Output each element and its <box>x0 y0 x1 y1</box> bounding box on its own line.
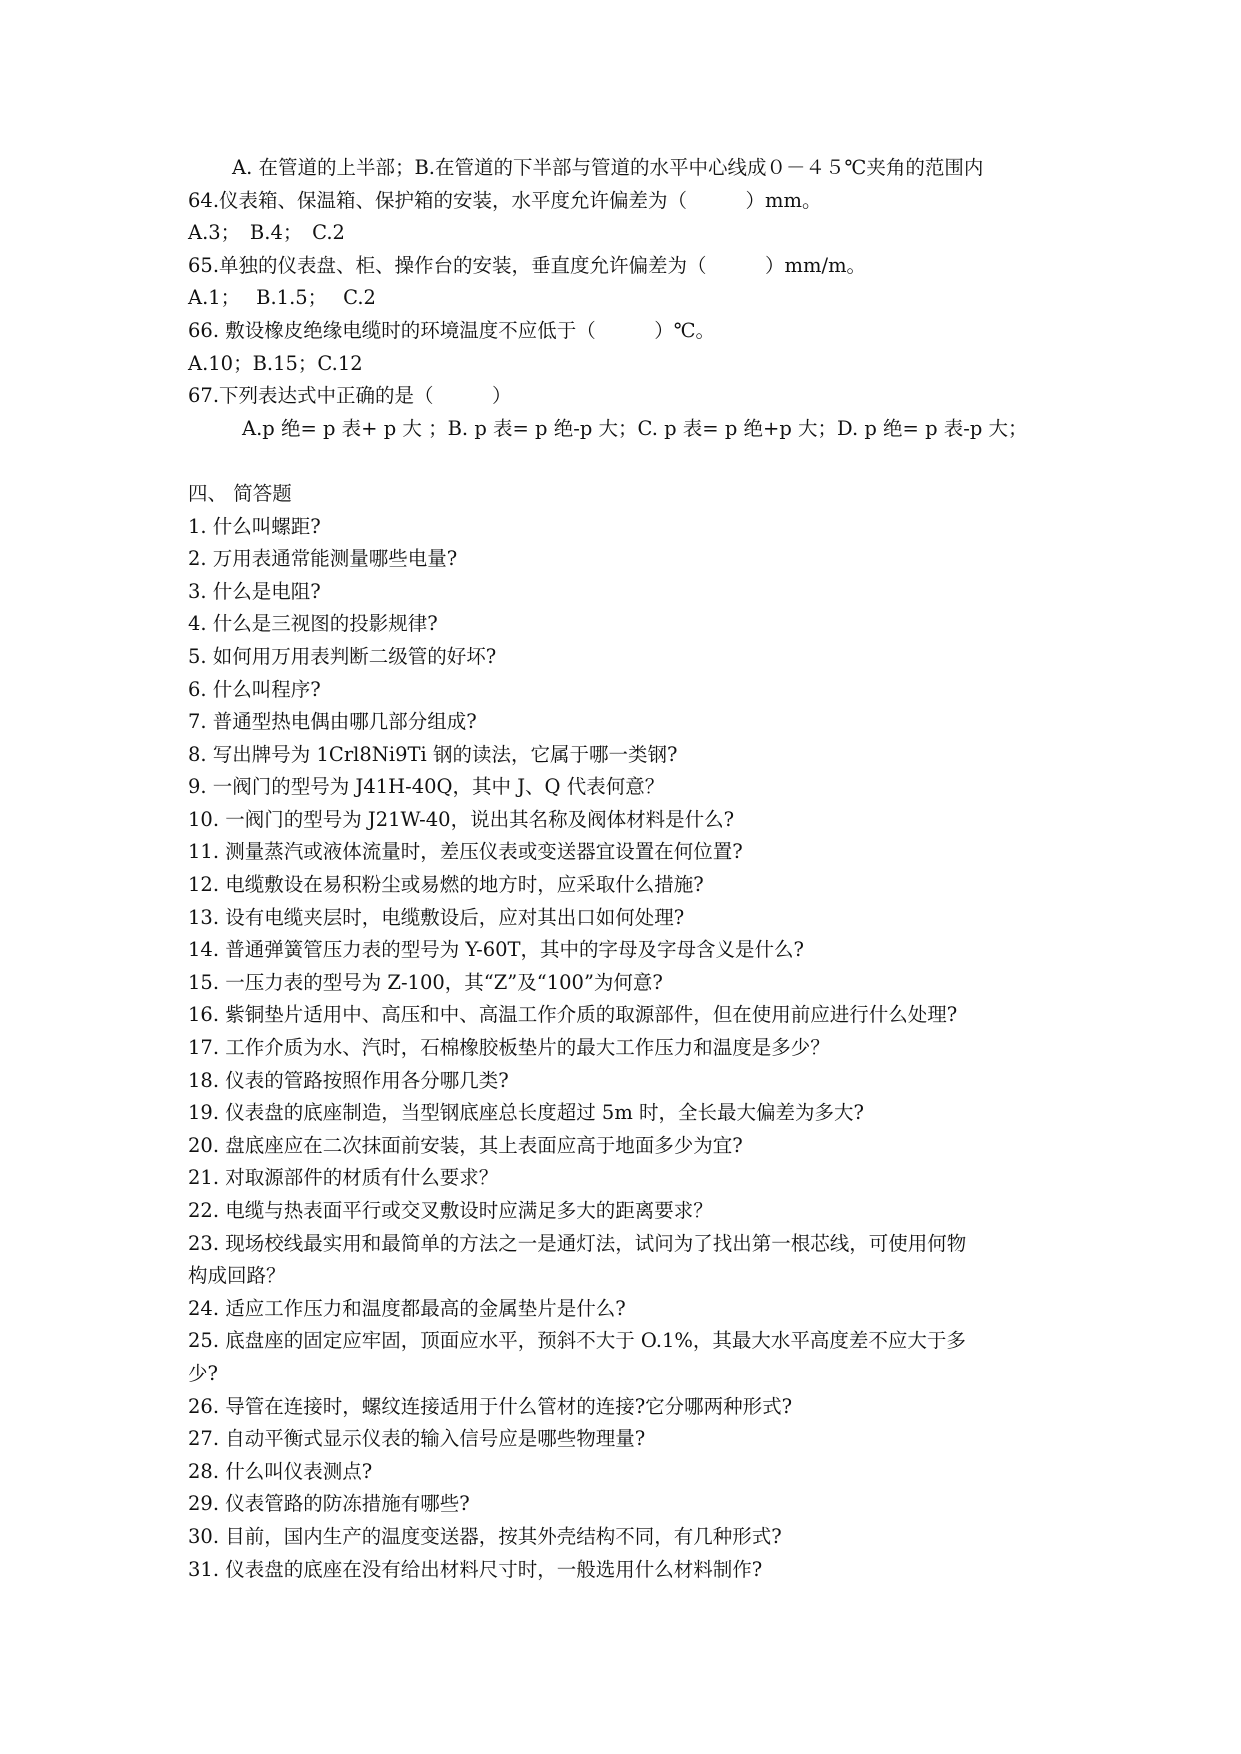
short-answer-list <box>188 511 1068 1587</box>
question-64: 64.仪表箱、保温箱、保护箱的安装，水平度允许偏差为（ ）mm。 <box>188 188 822 212</box>
section-heading: 四、 简答题 <box>188 481 292 505</box>
document-body <box>188 152 1068 1586</box>
list-item: 28. 什么叫仪表测点? <box>188 1459 373 1483</box>
question-67-options: A.p 绝= p 表+ p 大 ；B. p 表= p 绝-p 大；C. p 表= p 绝+p 大；D. p 绝= p 表-p 大； <box>242 416 1028 440</box>
list-item: 7. 普通型热电偶由哪几部分组成? <box>188 710 477 734</box>
list-item: 30. 目前，国内生产的温度变送器，按其外壳结构不同，有几种形式? <box>188 1524 782 1548</box>
list-item: 4. 什么是三视图的投影规律? <box>188 612 438 636</box>
list-item: 22. 电缆与热表面平行或交叉敷设时应满足多大的距离要求？ <box>188 1199 713 1222</box>
question-63-options: A. 在管道的上半部；B.在管道的下半部与管道的水平中心线成０－４５℃夹角的范围内 <box>232 156 984 179</box>
list-item: 25. 底盘座的固定应牢固，顶面应水平，预斜不大于 O.1%，其最大水平高度差不应大于多 <box>188 1329 966 1353</box>
question-65: 65.单独的仪表盘、柜、操作台的安装，垂直度允许偏差为（ ）mm/m。 <box>188 253 867 277</box>
list-item: 24. 适应工作压力和温度都最高的金属垫片是什么? <box>188 1296 626 1320</box>
list-item: 17. 工作介质为水、汽时，石棉橡胶板垫片的最大工作压力和温度是多少？ <box>188 1036 830 1060</box>
list-item: 27. 自动平衡式显示仪表的输入信号应是哪些物理量? <box>188 1427 646 1451</box>
list-item: 8. 写出牌号为 1Crl8Ni9Ti 钢的读法，它属于哪一类钢? <box>188 742 678 766</box>
list-item: 20. 盘底座应在二次抹面前安装，其上表面应高于地面多少为宜? <box>188 1133 743 1157</box>
list-item: 15. 一压力表的型号为 Z-100，其“Z”及“100”为何意? <box>188 970 663 994</box>
list-item: 29. 仪表管路的防冻措施有哪些? <box>188 1492 470 1516</box>
list-item: 16. 紫铜垫片适用中、高压和中、高温工作介质的取源部件，但在使用前应进行什么处理? <box>188 1003 958 1027</box>
list-item: 10. 一阀门的型号为 J21W-40，说出其名称及阀体材料是什么? <box>188 807 735 831</box>
list-item: 6. 什么叫程序? <box>188 677 321 701</box>
list-item-continuation: 构成回路？ <box>188 1264 286 1288</box>
list-item: 5. 如何用万用表判断二级管的好坏? <box>188 644 497 668</box>
list-item: 2. 万用表通常能测量哪些电量? <box>188 547 458 571</box>
question-66-options: A.10；B.15；C.12 <box>188 351 363 375</box>
question-67: 67.下列表达式中正确的是（ ） <box>188 384 512 408</box>
list-item: 19. 仪表盘的底座制造，当型钢底座总长度超过 5m 时，全长最大偏差为多大? <box>188 1101 864 1125</box>
list-item: 26. 导管在连接时，螺纹连接适用于什么管材的连接?它分哪两种形式? <box>188 1394 793 1418</box>
list-item: 18. 仪表的管路按照作用各分哪几类? <box>188 1068 509 1092</box>
question-65-options: A.1； B.1.5； C.2 <box>188 286 376 310</box>
section-spacer <box>188 445 1068 478</box>
list-item: 12. 电缆敷设在易积粉尘或易燃的地方时，应采取什么措施? <box>188 873 704 897</box>
list-item: 3. 什么是电阻? <box>188 579 321 603</box>
list-item: 14. 普通弹簧管压力表的型号为 Y-60T，其中的字母及字母含义是什么? <box>188 938 805 962</box>
list-item: 11. 测量蒸汽或液体流量时，差压仪表或变送器宜设置在何位置? <box>188 840 743 864</box>
question-66: 66. 敷设橡皮绝缘电缆时的环境温度不应低于（ ）℃。 <box>188 318 716 342</box>
list-item: 23. 现场校线最实用和最简单的方法之一是通灯法，试问为了找出第一根芯线，可使用何物 <box>188 1231 967 1255</box>
question-64-options: A.3； B.4； C.2 <box>188 221 345 245</box>
list-item-continuation: 少? <box>188 1361 218 1385</box>
list-item: 31. 仪表盘的底座在没有给出材料尺寸时，一般选用什么材料制作? <box>188 1557 763 1581</box>
list-item: 1. 什么叫螺距? <box>188 514 321 538</box>
list-item: 9. 一阀门的型号为 J41H-40Q，其中 J、Q 代表何意？ <box>188 775 665 799</box>
list-item: 13. 设有电缆夹层时，电缆敷设后，应对其出口如何处理? <box>188 905 685 929</box>
list-item: 21. 对取源部件的材质有什么要求？ <box>188 1166 499 1190</box>
